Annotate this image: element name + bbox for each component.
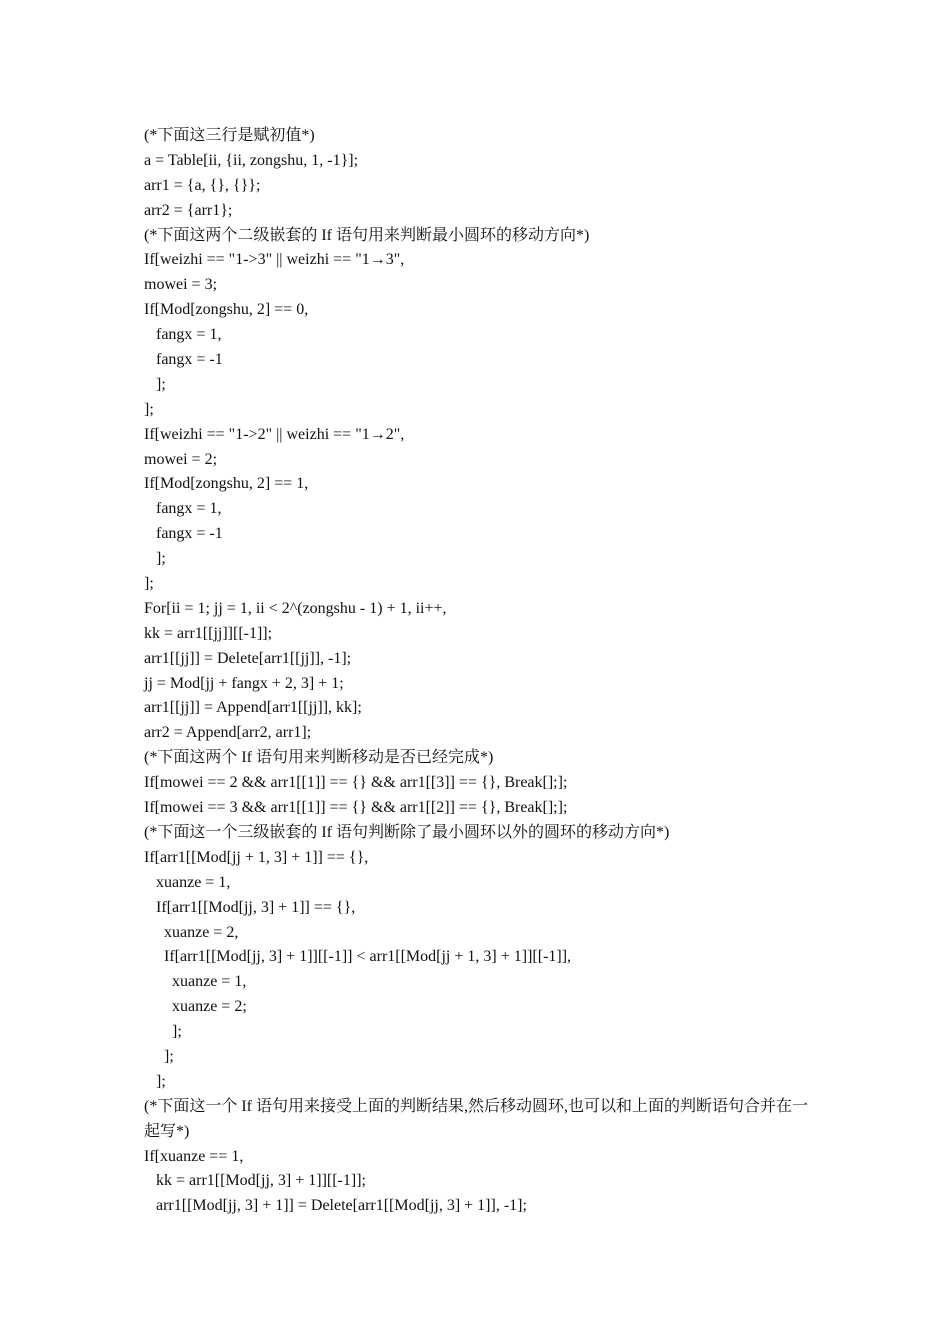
code-line: For[ii = 1; jj = 1, ii < 2^(zongshu - 1) + 1, ii++,	[144, 599, 447, 617]
code-line: ];	[144, 1047, 174, 1065]
code-line: kk = arr1[[Mod[jj, 3] + 1]][[-1]];	[144, 1172, 366, 1190]
code-line: If[mowei == 3 && arr1[[1]] == {} && arr1[[2]] == {}, Break[];];	[144, 799, 568, 817]
code-line: fangx = -1	[144, 351, 223, 369]
comment-line: (*下面这两个 If 语句用来判断移动是否已经完成*)	[144, 749, 494, 767]
comment-line: (*下面这一个三级嵌套的 If 语句判断除了最小圆环以外的圆环的移动方向*)	[144, 823, 670, 841]
code-line: ];	[144, 1072, 166, 1090]
code-line: If[arr1[[Mod[jj, 3] + 1]][[-1]] < arr1[[Mod[jj + 1, 3] + 1]][[-1]],	[144, 948, 572, 966]
code-line: arr2 = {arr1};	[144, 201, 233, 219]
code-line: If[weizhi == "1->3" || weizhi == "1→3",	[144, 251, 405, 269]
code-line: If[arr1[[Mod[jj, 3] + 1]] == {},	[144, 898, 356, 916]
code-listing	[144, 124, 824, 1219]
comment-line: (*下面这三行是赋初值*)	[144, 127, 315, 144]
code-line: a = Table[ii, {ii, zongshu, 1, -1}];	[144, 151, 359, 169]
code-line: arr1[[Mod[jj, 3] + 1]] = Delete[arr1[[Mod[jj, 3] + 1]], -1];	[144, 1197, 527, 1215]
code-line: fangx = -1	[144, 525, 223, 543]
code-line: xuanze = 2,	[144, 923, 239, 941]
code-line: If[arr1[[Mod[jj + 1, 3] + 1]] == {},	[144, 848, 369, 866]
code-line: fangx = 1,	[144, 500, 222, 518]
code-line: mowei = 3;	[144, 276, 218, 294]
code-line: If[xuanze == 1,	[144, 1147, 244, 1165]
code-line: kk = arr1[[jj]][[-1]];	[144, 624, 273, 642]
code-line: jj = Mod[jj + fangx + 2, 3] + 1;	[144, 674, 344, 692]
code-line: fangx = 1,	[144, 326, 222, 344]
code-line: arr2 = Append[arr2, arr1];	[144, 724, 312, 742]
code-line: ];	[144, 1023, 182, 1041]
code-line: xuanze = 1,	[144, 973, 247, 991]
code-line: ];	[144, 550, 166, 568]
comment-line: (*下面这两个二级嵌套的 If 语句用来判断最小圆环的移动方向*)	[144, 226, 590, 244]
code-line: arr1 = {a, {}, {}};	[144, 176, 261, 194]
code-line: ];	[144, 375, 166, 393]
code-line: arr1[[jj]] = Delete[arr1[[jj]], -1];	[144, 649, 352, 667]
code-line: If[mowei == 2 && arr1[[1]] == {} && arr1[[3]] == {}, Break[];];	[144, 774, 568, 792]
code-line: If[weizhi == "1->2" || weizhi == "1→2",	[144, 425, 405, 443]
code-line: If[Mod[zongshu, 2] == 0,	[144, 301, 309, 319]
code-line: ];	[144, 400, 154, 418]
code-line: xuanze = 2;	[144, 998, 247, 1016]
code-line: mowei = 2;	[144, 450, 218, 468]
code-line: arr1[[jj]] = Append[arr1[[jj]], kk];	[144, 699, 362, 717]
code-line: ];	[144, 575, 154, 593]
comment-line-wrapped: (*下面这一个 If 语句用来接受上面的判断结果,然后移动圆环,也可以和上面的判断语句合并在一起写*)	[144, 1097, 808, 1140]
code-line: xuanze = 1,	[144, 873, 231, 891]
code-line: If[Mod[zongshu, 2] == 1,	[144, 475, 309, 493]
